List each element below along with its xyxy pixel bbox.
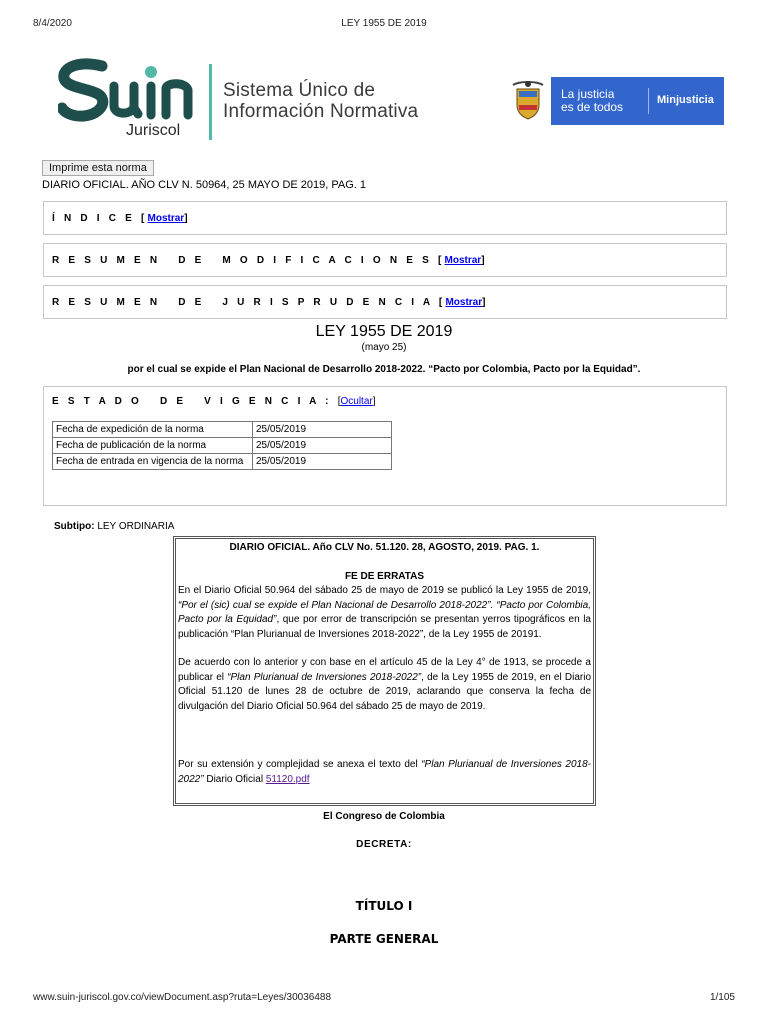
vigencia-value: 25/05/2019 (253, 438, 392, 454)
parte-heading: PARTE GENERAL (329, 932, 439, 946)
indice-mostrar-link[interactable]: Mostrar (147, 213, 185, 224)
suin-logo-mark (58, 58, 208, 128)
gov-slogan-line2: es de todos (561, 100, 624, 114)
indice-title-text: Í N D I C E (52, 213, 135, 224)
indice-title (52, 213, 191, 224)
titulo-heading: TÍTULO I (355, 899, 413, 913)
errata-header: DIARIO OFICIAL. Año CLV No. 51.120. 28, AGOSTO, 2019. PAG. 1. (229, 542, 540, 553)
jurisprudencia-section (43, 285, 727, 319)
subtipo-label: Subtipo: (54, 521, 95, 532)
errata-title: FE DE ERRATAS (344, 570, 425, 582)
modificaciones-title (52, 255, 488, 266)
modificaciones-section (43, 243, 727, 277)
text-run: De acuerdo con lo anterior y con base en el artículo 45 de la Ley 4° de 1913, se procede a publicar el (178, 657, 591, 683)
vigencia-toggle[interactable]: [Ocultar] (337, 396, 376, 407)
law-description: por el cual se expide el Plan Nacional de Desarrollo 2018-2022. “Pacto por Colombia, Pacto por la Equidad”. (127, 364, 641, 375)
modificaciones-toggle[interactable]: [Mostrar] (437, 255, 488, 266)
logo-subtitle: Juriscol (126, 122, 181, 139)
text-run-italic: “Plan Plurianual de Inversiones 2018-2022” (227, 671, 422, 683)
vigencia-value: 25/05/2019 (253, 422, 392, 438)
text-run: En el Diario Oficial 50.964 del sábado 25 de mayo de 2019 se publicó la Ley 1955 de 2019, (178, 585, 591, 596)
subtipo (54, 521, 174, 532)
suin-juriscol-logo[interactable] (58, 58, 438, 148)
vigencia-label: Fecha de expedición de la norma (53, 422, 253, 438)
vigencia-title-text: E S T A D O D E V I G E N C I A : (52, 396, 332, 407)
gov-slogan-line1: La justicia (561, 87, 615, 101)
fe-de-erratas-box (173, 536, 596, 806)
law-date: (mayo 25) (361, 342, 407, 353)
spacer (178, 714, 591, 758)
logo-title-line2: Información Normativa (223, 101, 419, 122)
print-button[interactable]: Imprime esta norma (42, 160, 154, 176)
spacer (178, 556, 591, 570)
vigencia-row (53, 422, 392, 438)
decreta-heading: DECRETA: (356, 839, 412, 850)
gov-banner[interactable] (505, 77, 724, 125)
vigencia-section (43, 386, 727, 506)
print-header-date: 8/4/2020 (33, 18, 72, 29)
vigencia-label: Fecha de publicación de la norma (53, 438, 253, 454)
gov-slogan (561, 88, 623, 114)
jurisprudencia-mostrar-link[interactable]: Mostrar (445, 297, 483, 308)
jurisprudencia-title (52, 297, 489, 308)
errata-paragraph-3 (178, 758, 591, 787)
indice-toggle[interactable]: [Mostrar] (140, 213, 191, 224)
modificaciones-mostrar-link[interactable]: Mostrar (444, 255, 482, 266)
errata-paragraph-1 (178, 584, 591, 642)
errata-pdf-link[interactable]: 51120.pdf (265, 773, 310, 785)
vigencia-table (52, 421, 392, 470)
gov-separator (648, 88, 649, 114)
text-run: , de la Ley 1955 de 2019, en el Diario Oficial 51.120 de lunes 28 de octubre de 2019, aclarando que conserva la fecha de divulgación del Diario Oficial 50.964 del sábado 25 de mayo de 2019. (178, 671, 592, 712)
logo-divider (209, 64, 212, 140)
vigencia-ocultar-link[interactable]: Ocultar (340, 396, 373, 407)
print-footer-url: www.suin-juriscol.gov.co/viewDocument.asp?ruta=Leyes/30036488 (33, 992, 332, 1003)
colombia-coat-of-arms-icon (505, 77, 551, 125)
vigencia-row (53, 438, 392, 454)
subtipo-value: LEY ORDINARIA (97, 521, 175, 532)
law-title: LEY 1955 DE 2019 (315, 323, 453, 340)
jurisprudencia-title-text: R E S U M E N D E J U R I S P R U D E N C I A (52, 297, 433, 308)
vigencia-label: Fecha de entrada en vigencia de la norma (53, 454, 253, 470)
indice-section (43, 201, 727, 235)
print-header-title: LEY 1955 DE 2019 (341, 18, 427, 29)
print-footer-page: 1/105 (709, 992, 735, 1003)
text-run: , que por error de transcripción se presentan yerros tipográficos en la publicación “Plan Plurianual de Inversiones 2018-2022”, de la Ley 1955 de 20191. (178, 614, 591, 640)
logo-title-line1: Sistema Único de (223, 80, 376, 101)
gov-ministry: Minjusticia (657, 94, 714, 106)
vigencia-row (53, 454, 392, 470)
logo-title (223, 80, 418, 122)
text-run: Por su extensión y complejidad se anexa el texto del (178, 759, 422, 770)
text-run: Diario Oficial (203, 773, 266, 785)
errata-paragraph-2 (178, 656, 591, 714)
vigencia-title (52, 396, 376, 407)
text-run-italic: “Por el (sic) cual se expide el Plan Nacional de Desarrollo 2018-2022”. “Pacto por Colombia, Pacto por la Equidad” (178, 599, 591, 625)
jurisprudencia-toggle[interactable]: [Mostrar] (438, 297, 489, 308)
vigencia-value: 25/05/2019 (253, 454, 392, 470)
spacer (178, 642, 591, 656)
text-run-italic: “Plan Plurianual de Inversiones 2018-2022” (178, 759, 591, 785)
modificaciones-title-text: R E S U M E N D E M O D I F I C A C I O N E S (52, 255, 432, 266)
diario-oficial-line: DIARIO OFICIAL. AÑO CLV N. 50964, 25 MAYO DE 2019, PAG. 1 (42, 179, 367, 191)
congreso-heading: El Congreso de Colombia (323, 811, 445, 822)
